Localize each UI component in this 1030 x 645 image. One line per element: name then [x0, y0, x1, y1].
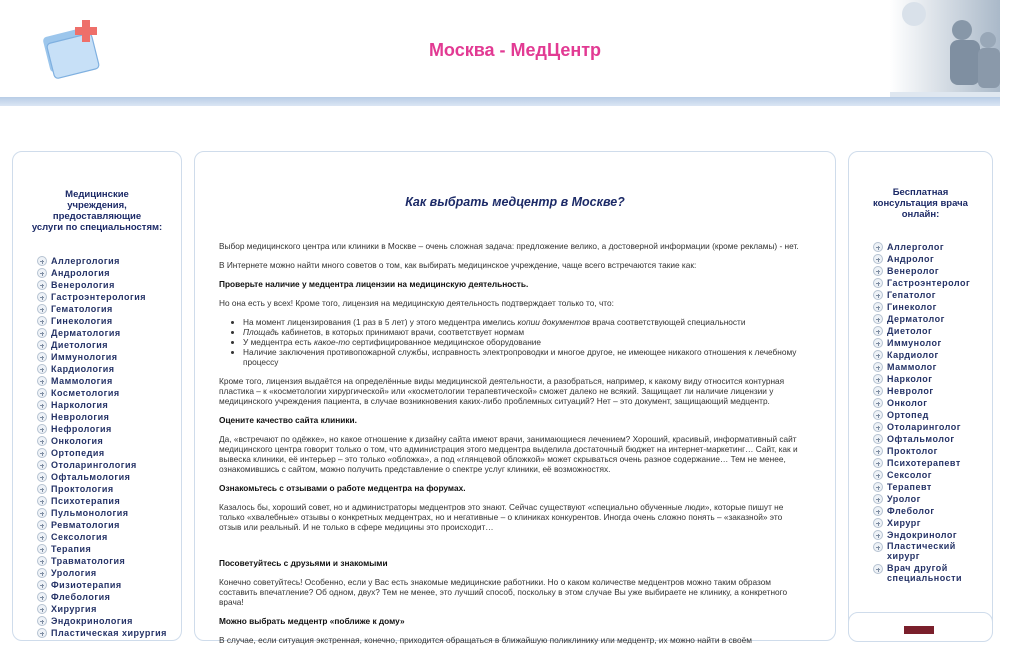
article-paragraph: Казалось бы, хороший совет, но и администраторы медцентров это знают. Сейчас существуют «специально обученные люди», которые пишут не только «хвалебные» отзывы о конкретных медцентрах, но и негативные – о клиниках конкурентов. Иногда очень сложно понять – «заказной» это отзыв или реальный. И не только в сфере медицины это происходит…: [219, 502, 784, 532]
sidebar-item-label: Психотерапевт: [887, 458, 961, 468]
sidebar-item-specialty[interactable]: [37, 279, 181, 291]
sidebar-item-label: Пластический: [887, 541, 956, 551]
sidebar-item-doctor[interactable]: [873, 445, 992, 457]
sidebar-item-doctor[interactable]: [873, 409, 992, 421]
sidebar-item-doctor[interactable]: [873, 277, 992, 289]
sidebar-item-doctor[interactable]: [873, 373, 992, 385]
sidebar-item-specialty[interactable]: [37, 483, 181, 495]
sidebar-item-specialty[interactable]: [37, 411, 181, 423]
sidebar-item-label: Эндокринология: [51, 616, 133, 626]
sidebar-item-doctor[interactable]: [873, 265, 992, 277]
sidebar-item-label: Иммунолог: [887, 338, 942, 348]
sidebar-item-specialty[interactable]: [37, 315, 181, 327]
plus-circle-icon: [37, 400, 47, 410]
sidebar-item-specialty[interactable]: [37, 627, 181, 639]
sidebar-item-doctor[interactable]: [873, 361, 992, 373]
sidebar-item-label: Ортопедия: [51, 448, 105, 458]
plus-circle-icon: [37, 292, 47, 302]
plus-circle-icon: [37, 604, 47, 614]
page-header: [0, 0, 1000, 108]
sidebar-item-specialty[interactable]: [37, 387, 181, 399]
sidebar-item-label: Гинекология: [51, 316, 113, 326]
sidebar-item-doctor[interactable]: [873, 541, 992, 561]
plus-circle-icon: [37, 316, 47, 326]
plus-circle-icon: [37, 520, 47, 530]
plus-circle-icon: [873, 518, 883, 528]
sidebar-item-label: Андрология: [51, 268, 111, 278]
sidebar-item-label: Офтальмолог: [887, 434, 955, 444]
article-paragraph: Но она есть у всех! Кроме того, лицензия на медицинскую деятельность подтверждает только то, что:: [219, 298, 614, 308]
sidebar-item-doctor[interactable]: [873, 517, 992, 529]
sidebar-item-specialty[interactable]: [37, 255, 181, 267]
sidebar-item-doctor[interactable]: [873, 301, 992, 313]
article-paragraph: В Интернете можно найти много советов о том, как выбирать медицинское учреждение, чаще всего встречаются такие как:: [219, 260, 697, 270]
sidebar-item-label: хирург: [887, 551, 921, 561]
list-item: • Наличие заключения противопожарной службы, исправность электропроводки и многое другое, не имеющее никакого отношения к лечебному процессу: [243, 347, 805, 367]
sidebar-item-label: Травматология: [51, 556, 126, 566]
article-subheading: Проверьте наличие у медцентра лицензии на медицинскую деятельность.: [219, 279, 529, 289]
sidebar-item-label: Гематология: [51, 304, 113, 314]
sidebar-item-doctor[interactable]: [873, 253, 992, 265]
plus-circle-icon: [873, 386, 883, 396]
specialties-sidebar: [12, 151, 182, 641]
header-divider-band: [0, 97, 1000, 106]
sidebar-item-specialty[interactable]: [37, 327, 181, 339]
sidebar-item-specialty[interactable]: [37, 615, 181, 627]
plus-circle-icon: [37, 340, 47, 350]
sidebar-item-label: Кардиолог: [887, 350, 939, 360]
sidebar-item-label: Нарколог: [887, 374, 933, 384]
bottom-banner[interactable]: [848, 612, 993, 642]
sidebar-item-doctor[interactable]: [873, 529, 992, 541]
plus-circle-icon: [37, 628, 47, 638]
plus-circle-icon: [873, 446, 883, 456]
plus-circle-icon: [37, 568, 47, 578]
sidebar-item-label: Кардиология: [51, 364, 115, 374]
plus-circle-icon: [873, 542, 883, 552]
sidebar-item-label: Гепатолог: [887, 290, 936, 300]
sidebar-item-specialty[interactable]: [37, 495, 181, 507]
sidebar-item-label: Аллерголог: [887, 242, 945, 252]
sidebar-item-specialty[interactable]: [37, 531, 181, 543]
sidebar-item-doctor[interactable]: [873, 337, 992, 349]
plus-circle-icon: [37, 472, 47, 482]
sidebar-item-doctor[interactable]: [873, 349, 992, 361]
plus-circle-icon: [37, 544, 47, 554]
sidebar-item-doctor[interactable]: [873, 505, 992, 517]
sidebar-item-label: специальности: [887, 573, 963, 583]
sidebar-item-label: Физиотерапия: [51, 580, 122, 590]
plus-circle-icon: [873, 458, 883, 468]
sidebar-item-label: Хирургия: [51, 604, 97, 614]
sidebar-item-specialty[interactable]: [37, 291, 181, 303]
article-subheading: Можно выбрать медцентр «поближе к дому»: [219, 616, 405, 626]
sidebar-item-doctor[interactable]: [873, 289, 992, 301]
plus-circle-icon: [873, 530, 883, 540]
plus-circle-icon: [873, 254, 883, 264]
sidebar-item-label: Психотерапия: [51, 496, 121, 506]
sidebar-item-label: Маммолог: [887, 362, 937, 372]
plus-circle-icon: [37, 304, 47, 314]
plus-circle-icon: [37, 328, 47, 338]
sidebar-item-specialty[interactable]: [37, 423, 181, 435]
sidebar-item-label: Проктология: [51, 484, 114, 494]
sidebar-item-label: Сексолог: [887, 470, 933, 480]
article-panel: [194, 151, 836, 645]
plus-circle-icon: [37, 376, 47, 386]
sidebar-item-specialty[interactable]: [37, 519, 181, 531]
article-title: Как выбрать медцентр в Москве?: [405, 195, 625, 209]
sidebar-item-specialty[interactable]: [37, 507, 181, 519]
surgeons-photo-icon: [890, 0, 1000, 100]
plus-circle-icon: [37, 412, 47, 422]
article-body: [195, 241, 835, 645]
sidebar-item-specialty[interactable]: [37, 459, 181, 471]
sidebar-item-doctor[interactable]: [873, 481, 992, 493]
article-paragraph: Кроме того, лицензия выдаётся на определённые виды медицинской деятельности, а разобраться, например, к какому виду относится контурная пластика – к «косметологии хирургической» или «косметологии терапевтической» сможет далеко не всякий. Защищает ли наличие лицензии у медицинского учреждения пациента, в случае возникновения каких-либо проблемных ситуаций? Нет – это документ, защищающий медцентр.: [219, 376, 785, 406]
sidebar-item-label: Уролог: [887, 494, 921, 504]
sidebar-item-label: Онкология: [51, 436, 104, 446]
sidebar-item-label: Отоларингология: [51, 460, 137, 470]
consultation-sidebar: [848, 151, 993, 641]
sidebar-item-label: Сексология: [51, 532, 108, 542]
sidebar-item-label: Флебология: [51, 592, 111, 602]
plus-circle-icon: [873, 494, 883, 504]
sidebar-item-specialty[interactable]: [37, 363, 181, 375]
sidebar-item-label: Иммунология: [51, 352, 118, 362]
sidebar-item-label: Дерматолог: [887, 314, 945, 324]
sidebar-item-specialty[interactable]: [37, 579, 181, 591]
plus-circle-icon: [37, 508, 47, 518]
article-subheading: Посоветуйтесь с друзьями и знакомыми: [219, 558, 388, 568]
sidebar-item-doctor[interactable]: [873, 457, 992, 469]
sidebar-item-label: Наркология: [51, 400, 109, 410]
plus-circle-icon: [873, 326, 883, 336]
sidebar-item-doctor[interactable]: [873, 563, 992, 583]
sidebar-item-label: Гастроэнтерология: [51, 292, 146, 302]
sidebar-item-label: Терапия: [51, 544, 92, 554]
plus-circle-icon: [873, 482, 883, 492]
sidebar-item-label: Проктолог: [887, 446, 938, 456]
plus-circle-icon: [873, 422, 883, 432]
sidebar-item-specialty[interactable]: [37, 543, 181, 555]
specialties-heading: Медицинские учреждения, предоставляющие услуги по специальностям:: [31, 189, 163, 233]
plus-circle-icon: [37, 448, 47, 458]
sidebar-item-doctor[interactable]: [873, 241, 992, 253]
list-item: • На момент лицензирования (1 раз в 5 лет) у этого медцентра имелись копии документов врача соответствующей специальности: [243, 317, 805, 327]
plus-circle-icon: [37, 484, 47, 494]
plus-circle-icon: [37, 352, 47, 362]
plus-circle-icon: [873, 350, 883, 360]
plus-circle-icon: [37, 424, 47, 434]
plus-circle-icon: [37, 532, 47, 542]
list-item: • У медцентра есть какое-то сертифицированное медицинское оборудование: [243, 337, 805, 347]
sidebar-item-doctor[interactable]: [873, 397, 992, 409]
sidebar-item-specialty[interactable]: [37, 603, 181, 615]
sidebar-item-specialty[interactable]: [37, 303, 181, 315]
plus-circle-icon: [873, 398, 883, 408]
sidebar-item-doctor[interactable]: [873, 421, 992, 433]
plus-circle-icon: [873, 242, 883, 252]
sidebar-item-specialty[interactable]: [37, 339, 181, 351]
article-subheading: Ознакомьтесь с отзывами о работе медцентра на форумах.: [219, 483, 466, 493]
plus-circle-icon: [873, 314, 883, 324]
article-paragraph: Да, «встречают по одёжке», но какое отношение к дизайну сайта имеют врачи, занимающиеся лечением? Хороший, красивый, информативный сайт медицинского центра говорит только о том, что администрация этого медцентра выделила достаточный бюджет на интернет-маркетинг… Сайт, как и вывеска клиники, её интерьер – это только «обложка», а под «глянцевой обложкой» может скрываться очень разное содержание… Тем не менее, ознакомившись с сайтом, можно получить представление о спектре услуг клиники, её возможностях.: [219, 434, 798, 474]
sidebar-item-specialty[interactable]: [37, 435, 181, 447]
sidebar-item-label: Неврология: [51, 412, 110, 422]
plus-circle-icon: [37, 592, 47, 602]
sidebar-item-specialty[interactable]: [37, 351, 181, 363]
plus-circle-icon: [873, 302, 883, 312]
site-title[interactable]: Москва - МедЦентр: [428, 40, 602, 60]
article-paragraph: Выбор медицинского центра или клиники в Москве – очень сложная задача: предложение велико, а достоверной информации (кроме рекламы) - нет.: [219, 241, 799, 251]
sidebar-item-specialty[interactable]: [37, 471, 181, 483]
plus-circle-icon: [37, 280, 47, 290]
doctors-list: [849, 241, 992, 583]
sidebar-item-doctor[interactable]: [873, 385, 992, 397]
plus-circle-icon: [873, 266, 883, 276]
sidebar-item-label: Нефрология: [51, 424, 112, 434]
sidebar-item-label: Аллергология: [51, 256, 120, 266]
plus-circle-icon: [873, 470, 883, 480]
plus-circle-icon: [873, 506, 883, 516]
sidebar-item-label: Флеболог: [887, 506, 935, 516]
sidebar-item-label: Косметология: [51, 388, 120, 398]
sidebar-item-label: Врач другой: [887, 563, 948, 573]
plus-circle-icon: [873, 362, 883, 372]
sidebar-item-doctor[interactable]: [873, 493, 992, 505]
plus-circle-icon: [873, 278, 883, 288]
plus-circle-icon: [37, 460, 47, 470]
plus-circle-icon: [873, 410, 883, 420]
plus-circle-icon: [37, 436, 47, 446]
sidebar-item-label: Пластическая хирургия: [51, 628, 167, 638]
sidebar-item-specialty[interactable]: [37, 399, 181, 411]
sidebar-item-label: Невролог: [887, 386, 934, 396]
plus-circle-icon: [37, 268, 47, 278]
plus-circle-icon: [37, 556, 47, 566]
license-facts-list: [243, 317, 805, 367]
plus-circle-icon: [37, 364, 47, 374]
sidebar-item-label: Терапевт: [887, 482, 932, 492]
sidebar-item-label: Ортопед: [887, 410, 929, 420]
plus-circle-icon: [873, 434, 883, 444]
sidebar-item-doctor[interactable]: [873, 313, 992, 325]
sidebar-item-label: Маммология: [51, 376, 113, 386]
sidebar-item-specialty[interactable]: [37, 447, 181, 459]
sidebar-item-label: Пульмонология: [51, 508, 129, 518]
sidebar-item-label: Гастроэнтеролог: [887, 278, 971, 288]
article-paragraph: Конечно советуйтесь! Особенно, если у Вас есть знакомые медицинские работники. Но о каком количестве медцентров можно таким образом составить впечатление? Об одном, двух? Тем не менее, это лучший способ, поскольку в этом случае Вы уже выбираете не клинику, а конкретного врача!: [219, 577, 788, 607]
article-subheading: Оцените качество сайта клиники.: [219, 415, 357, 425]
sidebar-item-label: Диетолог: [887, 326, 933, 336]
sidebar-item-label: Урология: [51, 568, 97, 578]
sidebar-item-label: Венерология: [51, 280, 115, 290]
specialties-list: [13, 255, 181, 639]
sidebar-item-label: Онколог: [887, 398, 928, 408]
sidebar-item-label: Хирург: [887, 518, 922, 528]
sidebar-item-specialty[interactable]: [37, 375, 181, 387]
sidebar-item-label: Венеролог: [887, 266, 940, 276]
article-paragraph: В случае, если ситуация экстренная, конечно, приходится обращаться в ближайшую поликлинику или медцентр, их можно найти в своём: [219, 635, 752, 645]
plus-circle-icon: [37, 256, 47, 266]
sidebar-item-doctor[interactable]: [873, 433, 992, 445]
plus-circle-icon: [873, 374, 883, 384]
sidebar-item-label: Отоларинголог: [887, 422, 961, 432]
sidebar-item-label: Ревматология: [51, 520, 120, 530]
sidebar-item-label: Дерматология: [51, 328, 121, 338]
sidebar-item-specialty[interactable]: [37, 591, 181, 603]
sidebar-item-doctor[interactable]: [873, 325, 992, 337]
plus-circle-icon: [873, 290, 883, 300]
sidebar-item-label: Эндокринолог: [887, 530, 958, 540]
banner-image: [904, 626, 934, 634]
plus-circle-icon: [873, 338, 883, 348]
plus-circle-icon: [37, 580, 47, 590]
consultation-heading: Бесплатная консультация врача онлайн:: [873, 187, 968, 220]
sidebar-item-specialty[interactable]: [37, 267, 181, 279]
plus-circle-icon: [37, 388, 47, 398]
list-item: • Площадь кабинетов, в которых принимают врачи, соответствует нормам: [243, 327, 805, 337]
sidebar-item-label: Офтальмология: [51, 472, 131, 482]
sidebar-item-doctor[interactable]: [873, 469, 992, 481]
sidebar-item-label: Диетология: [51, 340, 109, 350]
plus-circle-icon: [37, 616, 47, 626]
sidebar-item-label: Андролог: [887, 254, 935, 264]
sidebar-item-specialty[interactable]: [37, 555, 181, 567]
plus-circle-icon: [37, 496, 47, 506]
sidebar-item-specialty[interactable]: [37, 567, 181, 579]
plus-circle-icon: [873, 564, 883, 574]
sidebar-item-label: Гинеколог: [887, 302, 937, 312]
